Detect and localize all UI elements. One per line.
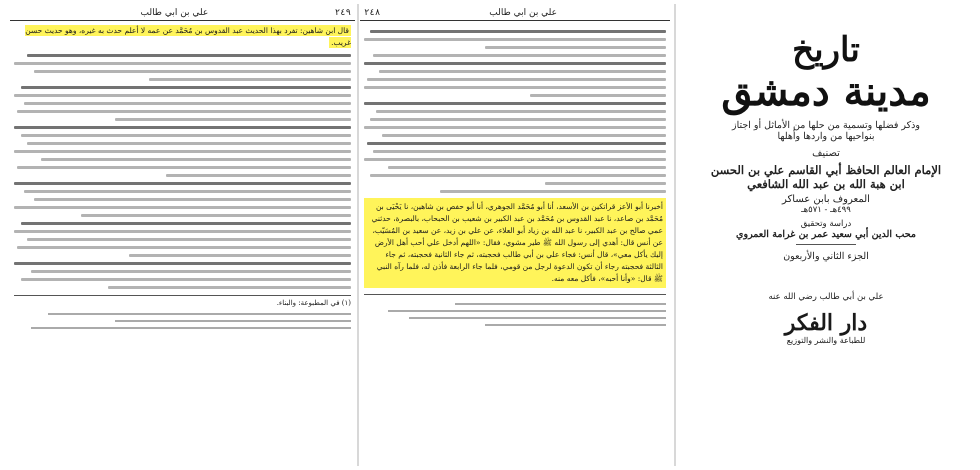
book-title-line2: مدينة دمشق — [721, 68, 931, 115]
publisher-logo: دار الفكر — [784, 310, 868, 336]
tasnif-label: تصنيف — [812, 148, 840, 159]
footnotes — [364, 294, 666, 326]
footnotes: (١) في المطبوعة: والبناء. — [14, 295, 351, 329]
highlighted-passage: قال ابن شاهين: تفرد بهذا الحديث عبد القدوس بن مُحَمَّد عن عمه لا أعلم حدث به غيره، وهو حديث حسن غريب. — [25, 26, 351, 47]
author-line2: ابن هبة الله بن عبد الله الشافعي — [747, 177, 905, 191]
left-book-page — [10, 8, 355, 460]
page-gutter — [674, 4, 676, 466]
editor-name: محب الدين أبي سعيد عمر بن غرامة العمروي — [736, 229, 916, 240]
study-label: دراسة وتحقيق — [800, 219, 852, 229]
running-head: علي بن أبي طالب — [140, 8, 209, 18]
page-gutter — [357, 4, 359, 466]
known-as: المعروف بابن عساكر — [782, 194, 870, 205]
book-title-line1: تاريخ — [792, 30, 860, 70]
highlighted-hadith-passage: أخبرنا أبو الأعز قراتكين بن الأسعد، أنا أبو مُحَمَّد الجوهري، أنا أبو حفص بن شاهين، نا يَحْيَى بن مُحَمَّد بن صاعد، نا عبد القدوس بن مُحَمَّد بن عبد الكبير بن شعيب بن الحبحاب، بالبصرة، حدثني عمي صالح بن عبد الكبير، نا عبد الله بن زياد أبو العلاء، عن علي بن زيد، عن سعيد بن المُسَيّب، عن أنس قال: أهدي إلى رسول الله ﷺ طير مشوي، فقال: «اللهم أدخل علي أحب أهل الأرض إليك يأكل معي»، قال أنس: فجاء علي بن أبي طالب فحجبته، ثم جاء الثانية فحجبته، ثم جاء الثالثة فحجبته رجاء أن تكون الدعوة لرجل من قومي، فلما جاء الرابعة فأذن له، فلما رآه النبي ﷺ قال: «وأنا أحبه»، فأكل معه منه. — [364, 198, 666, 288]
page-number: ٢٤٩ — [334, 8, 351, 18]
publisher-subtitle: للطباعة والنشر والتوزيع — [786, 336, 866, 345]
subtitle-line1: وذكر فضلها وتسمية من حلها من الأماثل أو اجتاز — [732, 120, 920, 131]
page-number: ٢٤٨ — [364, 8, 381, 18]
section-label: علي بن أبي طالب رضي الله عنه — [768, 292, 884, 302]
author-dates: ٤٩٩هـ - ٥٧١هـ — [801, 205, 851, 215]
page-header — [360, 8, 670, 21]
middle-book-page — [360, 8, 670, 460]
page-header — [10, 8, 355, 21]
body-text-lines — [364, 30, 666, 193]
author-line1: الإمام العالم الحافظ أبي القاسم علي بن الحسن — [710, 163, 942, 177]
subtitle-line2: بنواحيها من واردها وأهلها — [777, 131, 875, 142]
body-text-lines — [14, 54, 351, 289]
title-page — [680, 8, 972, 460]
running-head: علي بن أبي طالب — [489, 8, 558, 18]
volume-label: الجزء الثاني والأربعون — [783, 251, 869, 262]
divider — [796, 244, 856, 245]
